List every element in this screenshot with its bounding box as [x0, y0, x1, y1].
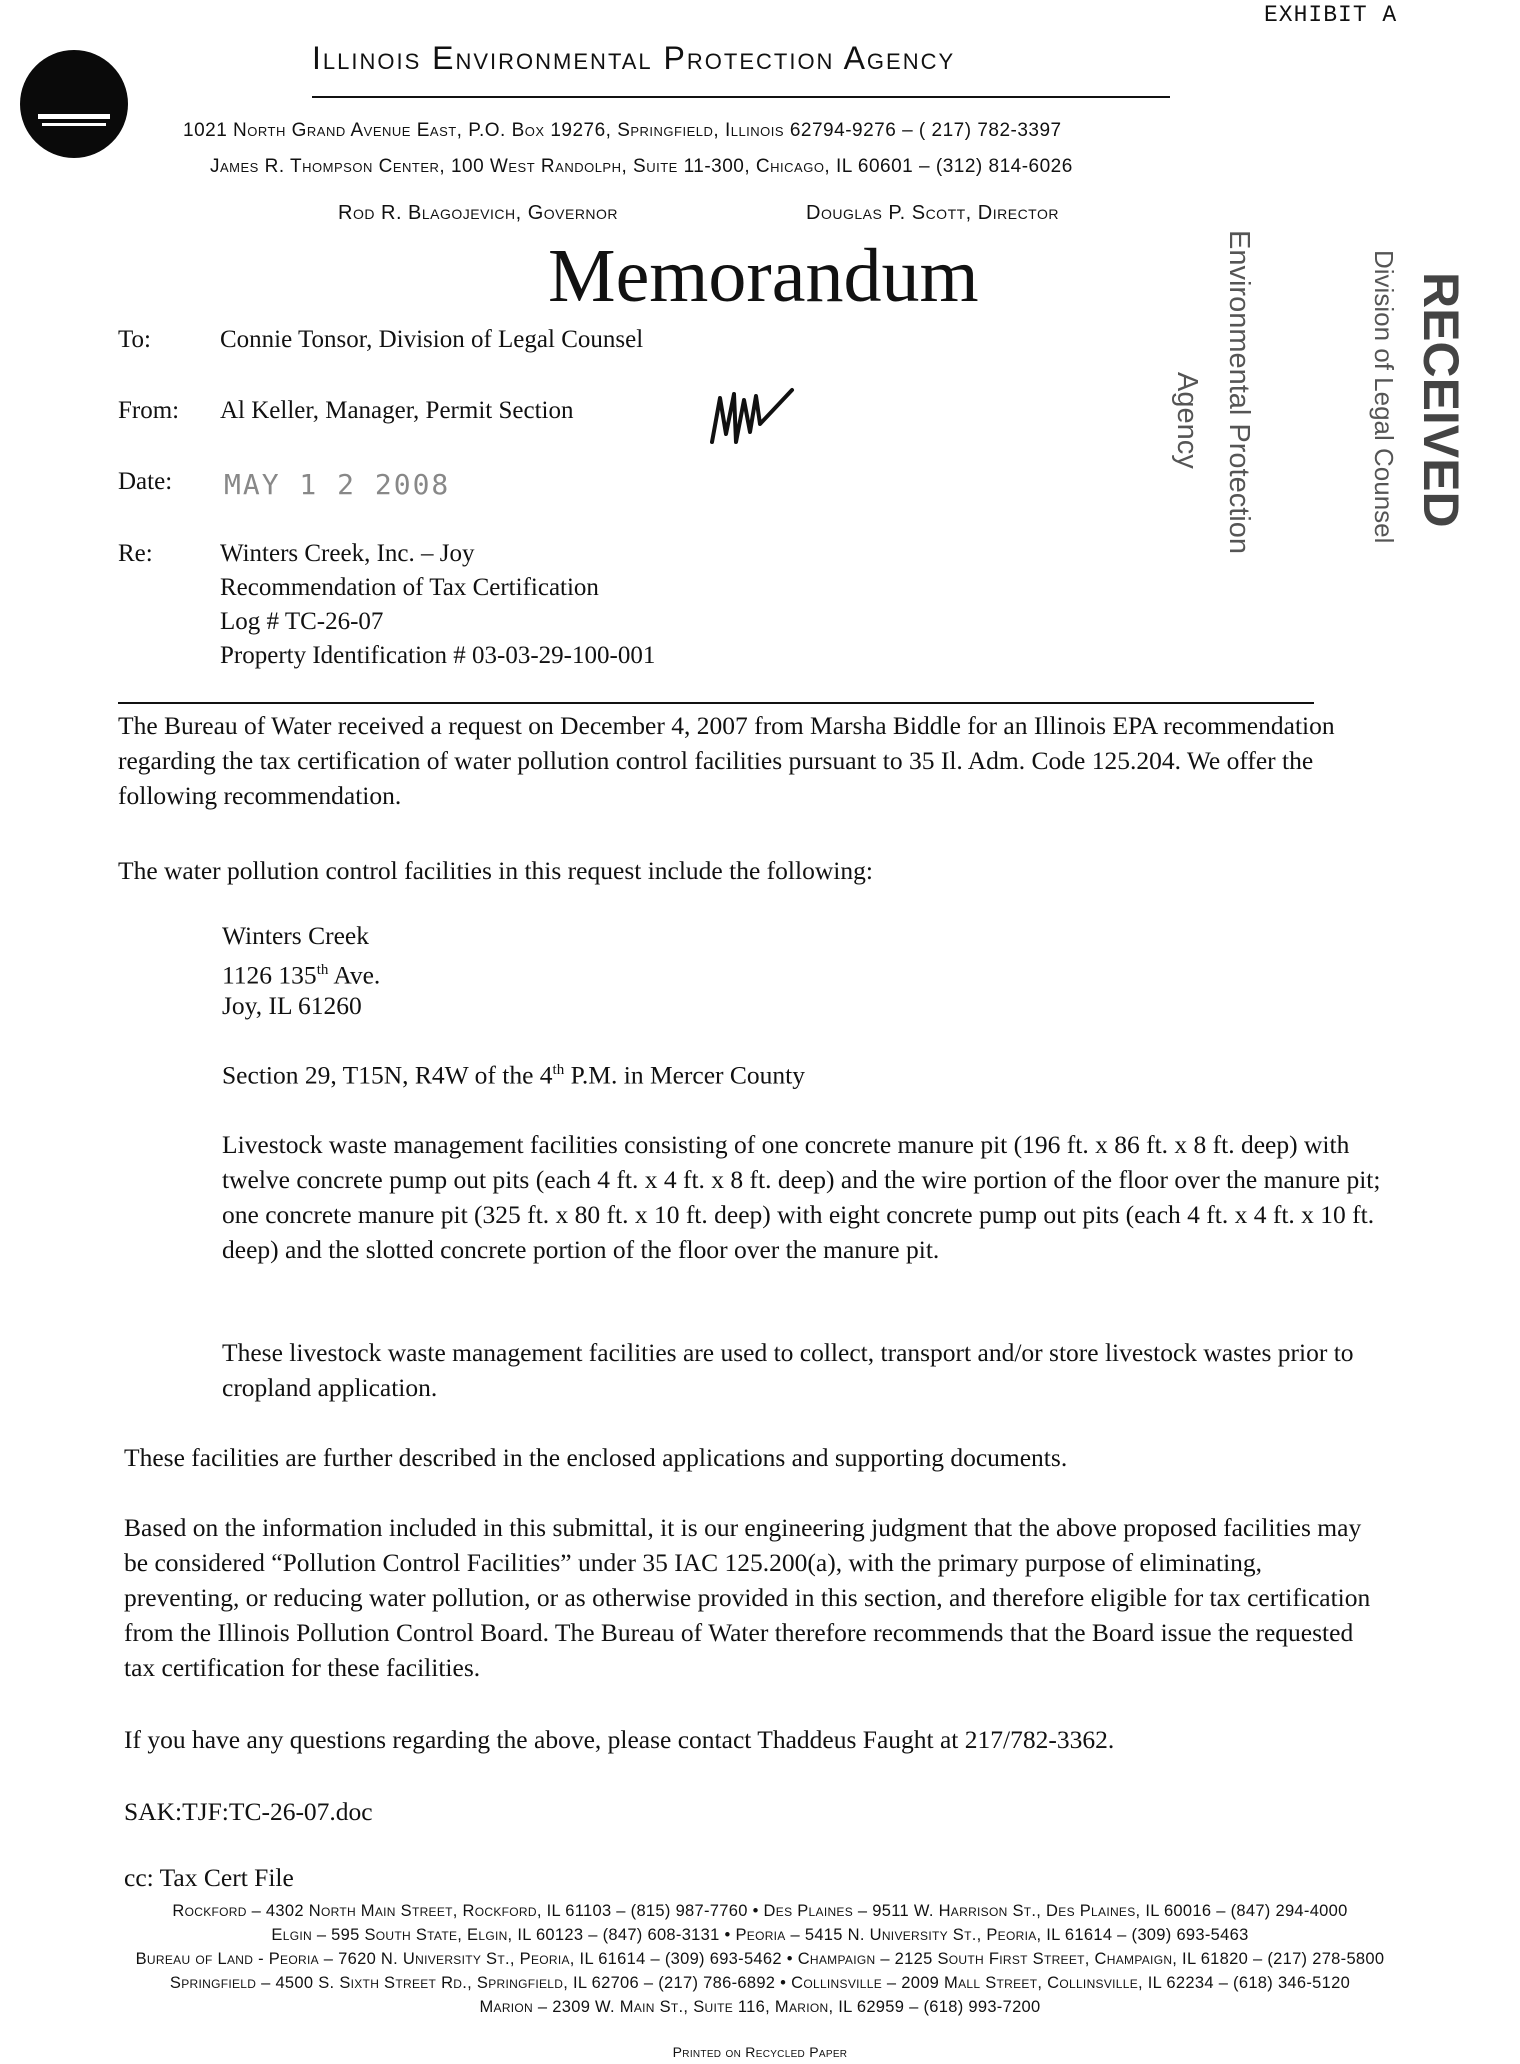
- legal-location-part1: Section 29, T15N, R4W of the 4: [222, 1060, 553, 1090]
- questions-contact: If you have any questions regarding the above, please contact Thaddeus Faught at 217/782-3362.: [124, 1725, 1115, 1754]
- footer-offices-line3: Bureau of Land - Peoria – 7620 N. University St., Peoria, IL 61614 – (309) 693-5462 • Champaign – 2125 South First Street, Champaign, IL 61820 – (217) 278-5800: [135, 1950, 1385, 1968]
- facility-street-number: 1126 135: [222, 960, 317, 990]
- memo-title: Memorandum: [548, 234, 979, 318]
- to-label: To:: [118, 326, 151, 353]
- facility-street-suffix: th: [316, 962, 329, 978]
- signature-initials: [706, 384, 796, 459]
- exhibit-label: EXHIBIT A: [1264, 2, 1398, 28]
- agency-name: Illinois Environmental Protection Agency: [312, 40, 956, 76]
- legal-location-suffix: th: [552, 1062, 565, 1078]
- date-label: Date:: [118, 468, 173, 495]
- re-line-1: Winters Creek, Inc. – Joy: [220, 540, 475, 567]
- agency-stamp-line2: Agency: [1171, 372, 1203, 469]
- to-value: Connie Tonsor, Division of Legal Counsel: [220, 326, 644, 353]
- footer-offices-line4: Springfield – 4500 S. Sixth Street Rd., Springfield, IL 62706 – (217) 786-6892 • Collinsville – 2009 Mall Street, Collinsville, IL 62234 – (618) 346-5120: [169, 1974, 1351, 1992]
- from-label: From:: [118, 397, 180, 424]
- facility-name: Winters Creek: [222, 921, 369, 950]
- further-described: These facilities are further described in the enclosed applications and supporting documents.: [124, 1443, 1068, 1472]
- from-value: Al Keller, Manager, Permit Section: [220, 397, 574, 424]
- epa-logo: [18, 48, 130, 160]
- date-stamp-value: MAY 1 2 2008: [224, 468, 451, 501]
- legal-location: [222, 1053, 805, 1093]
- re-line-2: Recommendation of Tax Certification: [220, 574, 599, 601]
- agency-stamp-line1: Environmental Protection: [1223, 230, 1255, 554]
- header-divider: [118, 702, 1314, 704]
- intro-paragraph: The Bureau of Water received a request on December 4, 2007 from Marsha Biddle for an Illinois EPA recommendation regarding the tax certification of water pollution control facilities pursuant to 35 Il. Adm. Code 125.204. We offer the following recommendation.: [118, 711, 1335, 810]
- agency-header-rule: [312, 96, 1170, 98]
- livestock-description: Livestock waste management facilities consisting of one concrete manure pit (196 ft. x 86 ft. x 8 ft. deep) with twelve concrete pump out pits (each 4 ft. x 4 ft. x 8 ft. deep) and the wire portion of the floor over the manure pit; one concrete manure pit (325 ft. x 80 ft. x 10 ft. deep) with eight concrete pump out pits (each 4 ft. x 4 ft. x 10 ft. deep) and the slotted concrete portion of the floor over the manure pit.: [222, 1130, 1381, 1264]
- re-label: Re:: [118, 540, 153, 567]
- re-line-4: Property Identification # 03-03-29-100-001: [220, 642, 656, 669]
- governor-name: Rod R. Blagojevich, Governor: [338, 202, 619, 224]
- received-stamp: RECEIVED: [1413, 272, 1469, 528]
- livestock-use: These livestock waste management facilities are used to collect, transport and/or store livestock wastes prior to cropland application.: [222, 1338, 1354, 1402]
- file-reference: SAK:TJF:TC-26-07.doc: [124, 1797, 373, 1826]
- division-stamp: Division of Legal Counsel: [1369, 250, 1399, 544]
- facility-city: Joy, IL 61260: [222, 991, 362, 1020]
- re-line-3: Log # TC-26-07: [220, 608, 384, 635]
- cc-line: cc: Tax Cert File: [124, 1863, 294, 1892]
- footer-offices-line2: Elgin – 595 South State, Elgin, IL 60123 – (847) 608-3131 • Peoria – 5415 N. University St., Peoria, IL 61614 – (309) 693-5463: [271, 1926, 1249, 1944]
- facility-street: [222, 953, 380, 993]
- footer-offices-line1: Rockford – 4302 North Main Street, Rockford, IL 61103 – (815) 987-7760 • Des Plaines – 9511 W. Harrison St., Des Plaines, IL 60016 – (847) 294-4000: [172, 1902, 1348, 1920]
- director-name: Douglas P. Scott, Director: [806, 202, 1059, 224]
- footer-offices-line5: Marion – 2309 W. Main St., Suite 116, Marion, IL 62959 – (618) 993-7200: [479, 1998, 1041, 2016]
- recycled-paper-note: Printed on Recycled Paper: [672, 2044, 848, 2060]
- agency-address-springfield: 1021 North Grand Avenue East, P.O. Box 19276, Springfield, Illinois 62794-9276 – ( 217) 782-3397: [183, 120, 1062, 141]
- facilities-intro: The water pollution control facilities in this request include the following:: [118, 856, 873, 885]
- facility-street-name: Ave.: [328, 960, 381, 990]
- engineering-judgment: Based on the information included in this submittal, it is our engineering judgment that the above proposed facilities may be considered “Pollution Control Facilities” under 35 IAC 125.200(a), with the primary purpose of eliminating, preventing, or reducing water pollution, or as otherwise provided in this section, and therefore eligible for tax certification from the Illinois Pollution Control Board. The Bureau of Water therefore recommends that the Board issue the requested tax certification for these facilities.: [124, 1513, 1371, 1682]
- legal-location-part2: P.M. in Mercer County: [564, 1060, 806, 1090]
- agency-address-chicago: James R. Thompson Center, 100 West Randolph, Suite 11-300, Chicago, IL 60601 – (312) 814-6026: [210, 156, 1073, 177]
